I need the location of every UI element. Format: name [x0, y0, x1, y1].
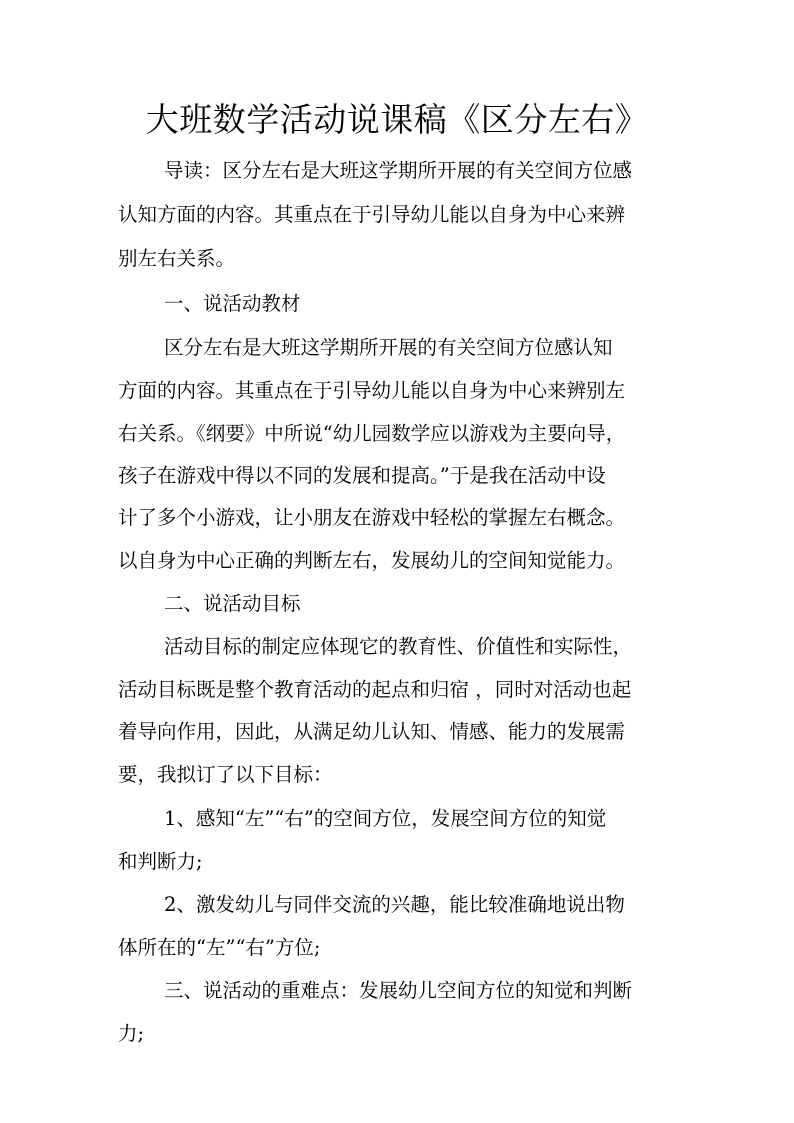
paragraph-line: 别左右关系。 [118, 247, 236, 270]
paragraph-line: 活动目标既是整个教育活动的起点和归宿 ，同时对活动也起 [118, 678, 632, 701]
paragraph-line: 孩子在游戏中得以不同的发展和提高。”于是我在活动中设 [118, 464, 606, 487]
section-heading: 一、说活动教材 [164, 292, 301, 315]
paragraph-line: 体所在的“左”“右”方位; [118, 936, 321, 959]
paragraph-line: 区分左右是大班这学期所开展的有关空间方位感认知 [164, 336, 613, 359]
document-title: 大班数学活动说课稿《区分左右》 [145, 100, 649, 139]
section-heading: 二、说活动目标 [164, 592, 301, 615]
paragraph-line: 导读：区分左右是大班这学期所开展的有关空间方位感 [164, 159, 633, 182]
paragraph-line: 和判断力; [118, 850, 203, 873]
paragraph-line: 右关系。《纲要》中所说“幼儿园数学应以游戏为主要向导， [118, 422, 626, 445]
paragraph-line: 方面的内容。其重点在于引导幼儿能以自身为中心来辨别左 [118, 379, 626, 402]
paragraph-line: 1、感知“左”“右”的空间方位，发展空间方位的知觉 [164, 807, 607, 830]
paragraph-line: 计了多个小游戏，让小朋友在游戏中轻松的掌握左右概念。 [118, 506, 626, 529]
paragraph-line: 2、激发幼儿与同伴交流的兴趣，能比较准确地说出物 [164, 893, 625, 916]
paragraph-line: 认知方面的内容。其重点在于引导幼儿能以自身为中心来辨 [118, 203, 626, 226]
paragraph-line: 要，我拟订了以下目标： [118, 763, 333, 786]
paragraph-line: 力; [118, 1022, 145, 1045]
section-heading: 三、说活动的重难点：发展幼儿空间方位的知觉和判断 [164, 979, 633, 1002]
paragraph-line: 着导向作用，因此，从满足幼儿认知、情感、能力的发展需 [118, 720, 626, 743]
paragraph-line: 以自身为中心正确的判断左右，发展幼儿的空间知觉能力。 [118, 549, 626, 572]
paragraph-line: 活动目标的制定应体现它的教育性、价值性和实际性， [164, 635, 633, 658]
